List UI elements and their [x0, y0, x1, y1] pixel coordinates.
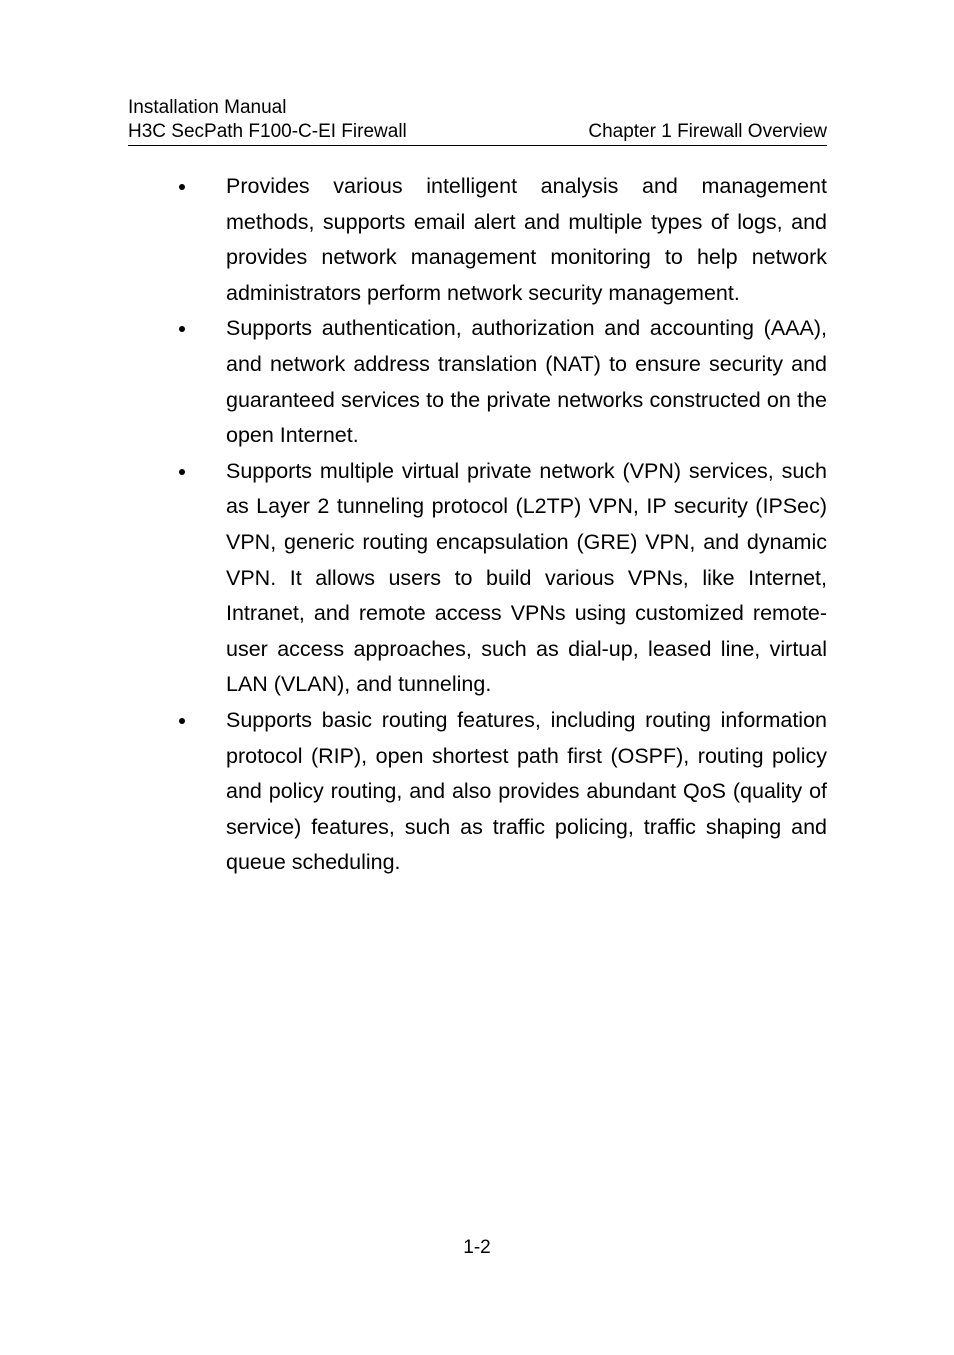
bullet-item	[170, 169, 827, 311]
bullet-list	[170, 169, 827, 881]
bullet-item	[170, 311, 827, 453]
header-product-name: H3C SecPath F100-C-EI Firewall	[128, 121, 407, 142]
bullet-item	[170, 454, 827, 703]
bullet-icon	[179, 718, 185, 724]
bullet-icon	[179, 184, 185, 190]
bullet-item	[170, 703, 827, 881]
bullet-text: Provides various intelligent analysis and management methods, supports email alert and multiple types of logs, and provides network management monitoring to help network administrators perform network security management.	[226, 174, 827, 305]
page-number: 1-2	[463, 1237, 491, 1258]
page-header	[128, 96, 827, 146]
bullet-icon	[179, 469, 185, 475]
bullet-text: Supports multiple virtual private network (VPN) services, such as Layer 2 tunneling protocol (L2TP) VPN, IP security (IPSec) VPN, generic routing encapsulation (GRE) VPN, and dynamic VPN. It allows users to build various VPNs, like Internet, Intranet, and remote access VPNs using customized remote-user access approaches, such as dial-up, leased line, virtual LAN (VLAN), and tunneling.	[226, 458, 827, 697]
bullet-text: Supports authentication, authorization and accounting (AAA), and network address translation (NAT) to ensure security and guaranteed services to the private networks constructed on the open Internet.	[226, 316, 827, 448]
header-row	[128, 120, 827, 144]
header-chapter-title: Chapter 1 Firewall Overview	[588, 121, 827, 142]
bullet-icon	[179, 326, 185, 332]
bullet-text: Supports basic routing features, including routing information protocol (RIP), open shortest path first (OSPF), routing policy and policy routing, and also provides abundant QoS (quality of service) features, such as traffic policing, traffic shaping and queue scheduling.	[226, 707, 827, 875]
header-manual-title: Installation Manual	[128, 97, 287, 118]
